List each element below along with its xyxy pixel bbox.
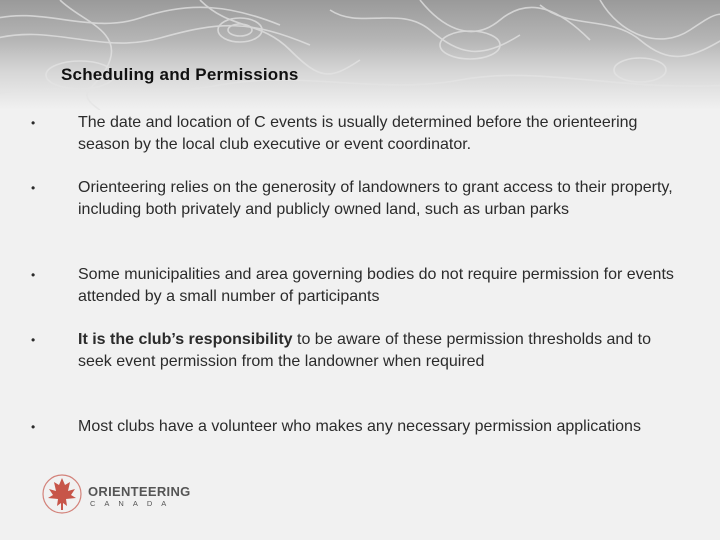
- bullet-item: [30, 416, 680, 438]
- bullet-text: [78, 264, 680, 308]
- bullet-body-text: Most clubs have a volunteer who makes any necessary permission applications: [78, 418, 641, 435]
- bullet-item: [30, 112, 680, 156]
- bullet-body-text: Some municipalities and area governing bodies do not require permission for events attended by a small number of participants: [78, 266, 674, 305]
- bullet-text: [78, 416, 680, 438]
- bullet-marker: •: [31, 333, 36, 347]
- maple-leaf-icon: [40, 470, 88, 518]
- bullet-body-text: Orienteering relies on the generosity of landowners to grant access to their property, including both privately and publicly owned land, such as urban parks: [78, 179, 673, 218]
- bullet-body-text: The date and location of C events is usually determined before the orienteering season by the local club executive or event coordinator.: [78, 114, 638, 153]
- bullet-text: [78, 177, 680, 221]
- bullet-marker: •: [31, 181, 36, 195]
- bullet-item: [30, 329, 680, 373]
- logo-subtitle: CANADA: [90, 499, 176, 508]
- logo-wordmark: ORIENTEERING: [88, 484, 191, 499]
- bullet-marker: •: [31, 116, 36, 130]
- slide-title: Scheduling and Permissions: [61, 65, 299, 84]
- orienteering-canada-logo: [40, 470, 190, 518]
- bullet-text: [78, 329, 680, 373]
- bullet-item: [30, 177, 680, 221]
- bullet-item: [30, 264, 680, 308]
- bullet-text: [78, 112, 680, 156]
- bullet-bold-text: It is the club’s responsibility: [78, 331, 293, 348]
- topographic-header-background: [0, 0, 720, 110]
- bullet-marker: •: [31, 268, 36, 282]
- bullet-marker: •: [31, 420, 36, 434]
- contour-lines-decoration: [0, 0, 720, 110]
- bullet-body-text: to be aware of these permission thresholds and to seek event permission from the landowner when required: [78, 331, 651, 370]
